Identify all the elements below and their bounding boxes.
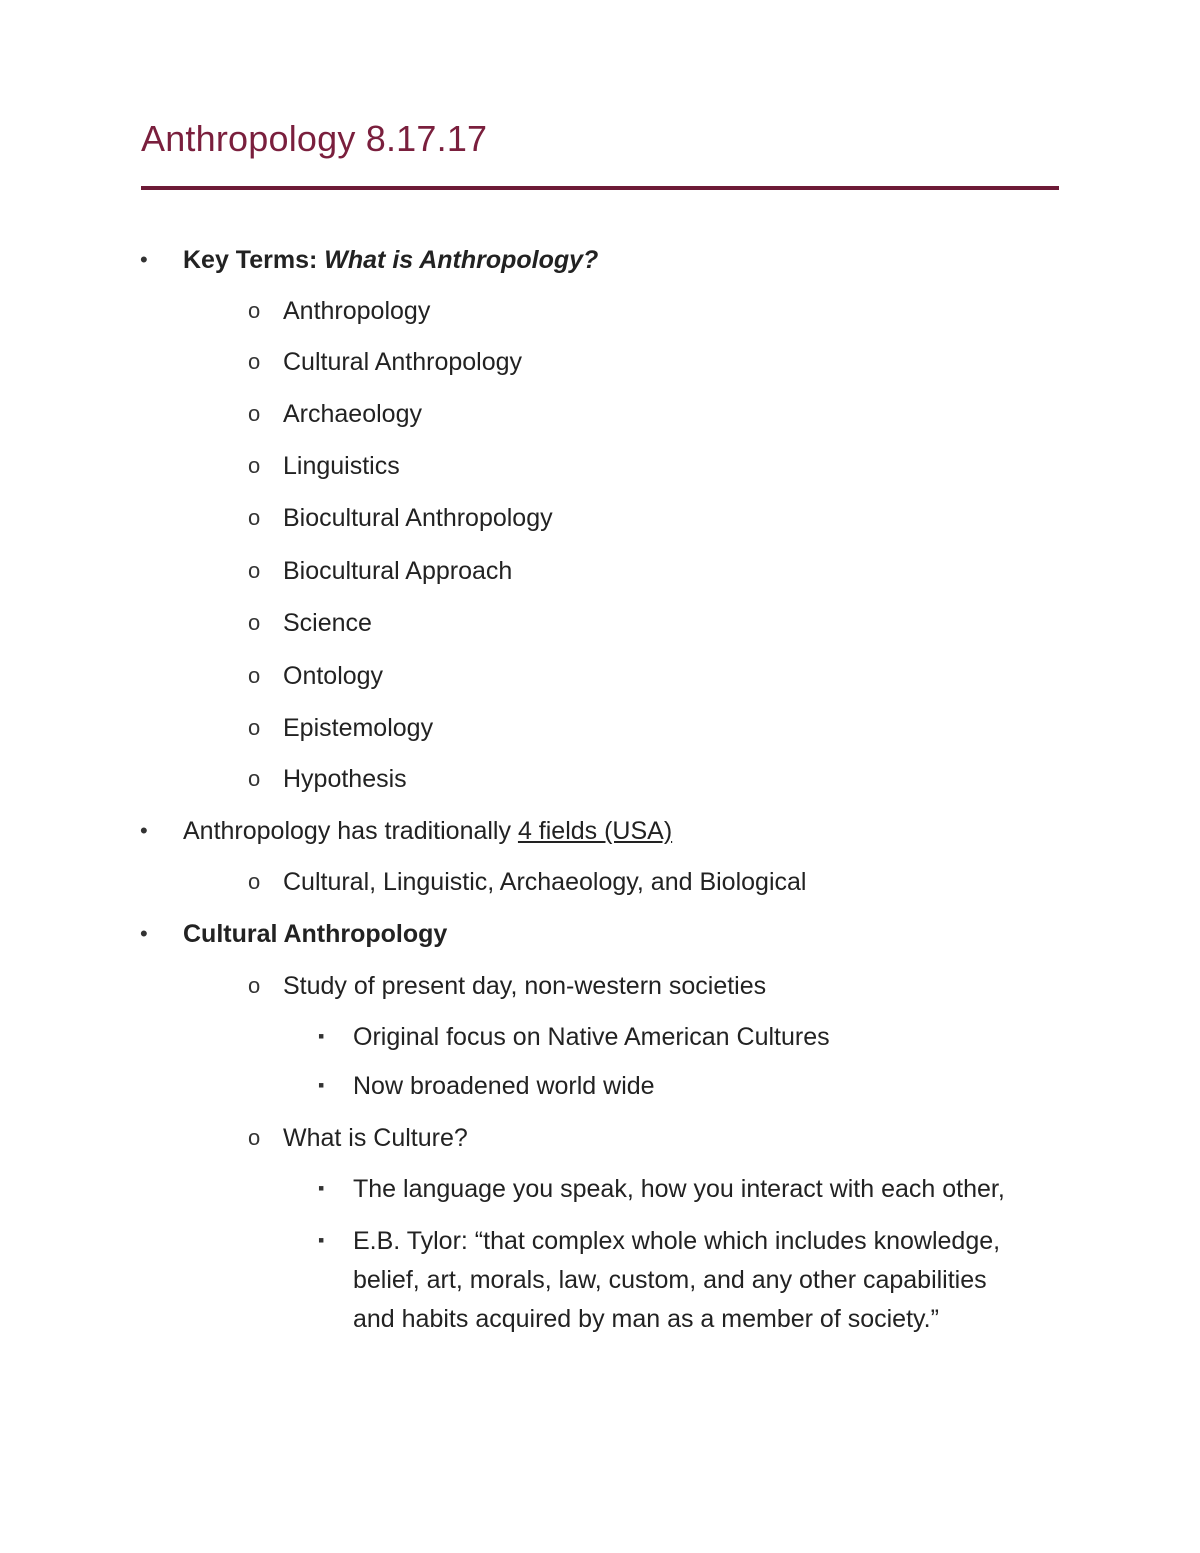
square-bullet-icon: ▪	[318, 1230, 325, 1250]
quote-line: E.B. Tylor: “that complex whole which includes knowledge,	[353, 1227, 1001, 1255]
circle-bullet-icon: o	[248, 558, 261, 583]
square-bullet-icon: ▪	[318, 1026, 325, 1046]
bullet-icon: •	[140, 818, 148, 843]
term-item: Science	[283, 609, 372, 637]
circle-bullet-icon: o	[248, 453, 261, 478]
term-item: Hypothesis	[283, 765, 407, 793]
term-item: Cultural Anthropology	[283, 348, 523, 376]
square-bullet-icon: ▪	[318, 1075, 325, 1095]
key-terms-question: What is Anthropology?	[324, 246, 599, 274]
term-item: Epistemology	[283, 714, 434, 742]
four-fields-list: Cultural, Linguistic, Archaeology, and Biological	[283, 868, 807, 896]
circle-bullet-icon: o	[248, 663, 261, 688]
document-title: Anthropology 8.17.17	[141, 118, 488, 159]
term-item: Biocultural Approach	[283, 557, 513, 585]
title-divider	[141, 186, 1059, 190]
term-item: Biocultural Anthropology	[283, 504, 553, 532]
bullet-icon: •	[140, 921, 148, 946]
circle-bullet-icon: o	[248, 298, 261, 323]
four-fields-text: Anthropology has traditionally	[183, 817, 518, 845]
term-item: Linguistics	[283, 452, 400, 480]
square-bullet-icon: ▪	[318, 1178, 325, 1198]
circle-bullet-icon: o	[248, 349, 261, 374]
circle-bullet-icon: o	[248, 766, 261, 791]
key-terms-line	[183, 241, 598, 279]
circle-bullet-icon: o	[248, 715, 261, 740]
cultural-anthropology-heading: Cultural Anthropology	[183, 920, 448, 948]
circle-bullet-icon: o	[248, 1125, 261, 1150]
sub-point: The language you speak, how you interact with each other,	[353, 1175, 1005, 1203]
four-fields-underlined: 4 fields (USA)	[517, 817, 673, 845]
circle-bullet-icon: o	[248, 869, 261, 894]
tylor-quote	[353, 1222, 1073, 1339]
circle-bullet-icon: o	[248, 401, 261, 426]
term-item: Ontology	[283, 662, 384, 690]
quote-line: belief, art, morals, law, custom, and any other capabilities	[353, 1266, 987, 1294]
study-line: Study of present day, non-western societies	[283, 972, 767, 1000]
circle-bullet-icon: o	[248, 505, 261, 530]
quote-line: and habits acquired by man as a member of society.”	[353, 1305, 939, 1333]
circle-bullet-icon: o	[248, 610, 261, 635]
sub-point: Original focus on Native American Cultures	[353, 1023, 830, 1051]
what-is-culture-line: What is Culture?	[283, 1124, 468, 1152]
circle-bullet-icon: o	[248, 973, 261, 998]
four-fields-line	[183, 812, 672, 850]
term-item: Archaeology	[283, 400, 422, 428]
bullet-icon: •	[140, 247, 148, 272]
key-terms-label: Key Terms:	[183, 246, 318, 274]
term-item: Anthropology	[283, 297, 431, 325]
sub-point: Now broadened world wide	[353, 1072, 655, 1100]
